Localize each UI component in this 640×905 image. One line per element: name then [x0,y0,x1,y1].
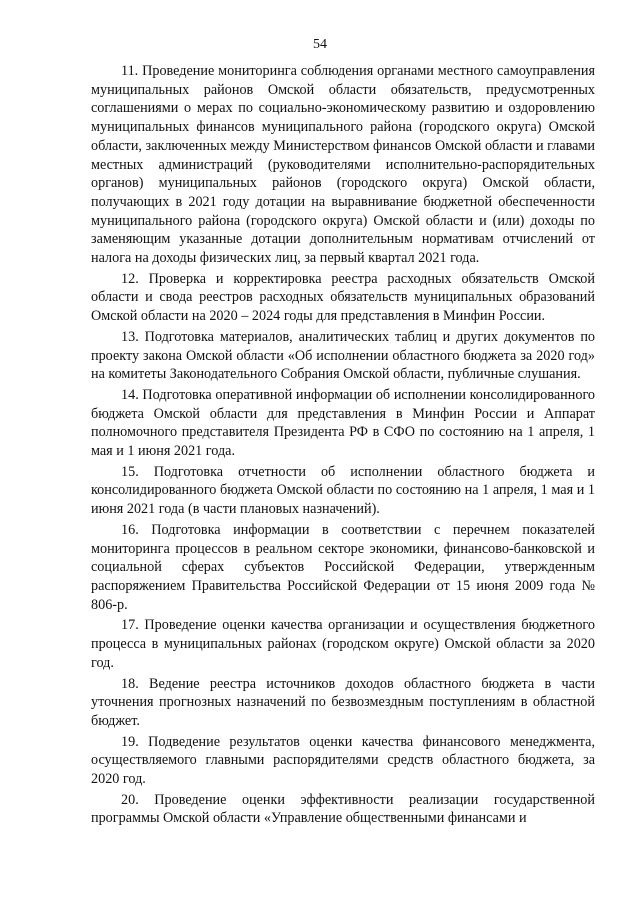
paragraph-item-17 [91,616,595,672]
item-number: 12. [121,270,139,287]
item-text: Проверка и корректировка реестра расходных обязательств Омской области и свода реестров расходных обязательств муниципальных образований Омской области на 2020 – 2024 годы для представления в Минфин России. [91,270,595,325]
document-body [91,62,595,830]
item-text: Проведение оценки качества организации и осуществления бюджетного процесса в муниципальных районах (городском округе) Омской области за 2020 год. [91,617,595,671]
paragraph-item-11 [91,62,595,268]
item-text: Проведение мониторинга соблюдения органами местного самоуправления муниципальных районов Омской области обязательств, предусмотренных соглашениями о мерах по социально-экономическому развитию и оздоровлению муниципальных финансов муниципального района (городского округа) Омской области, заключенных между Министерством финансов Омской области и главами местных администраций (руководителями исполнительно-распорядительных органов) муниципальных районов (городского округа) Омской области, получающих в 2021 году дотации на выравнивание бюджетной обеспеченности муниципального района (городского округа) Омской области и (или) доходы по заменяющим указанные дотации дополнительным нормативам отчислений от налога на доходы физических лиц, за первый квартал 2021 года. [91,63,596,267]
item-number: 16. [121,521,139,538]
paragraph-item-12 [91,270,595,326]
item-number: 14. [121,386,139,403]
paragraph-item-19 [91,733,595,789]
paragraph-item-16 [91,521,595,615]
paragraph-item-14 [91,386,595,461]
item-number: 19. [121,733,139,750]
paragraph-item-13 [91,328,595,384]
item-text: Подведение результатов оценки качества финансового менеджмента, осуществляемого главными распорядителями средств областного бюджета, за 2020 год. [91,733,596,788]
paragraph-item-18 [91,675,595,731]
item-number: 11. [121,63,139,79]
paragraph-item-15 [91,463,595,519]
page-number: 54 [313,37,327,52]
item-text: Подготовка материалов, аналитических таблиц и других документов по проекту закона Омской области «Об исполнении областного бюджета за 2020 год» на комитеты Законодательного Собрания Омской области, публичные слушания. [91,328,596,383]
item-text: Подготовка отчетности об исполнении областного бюджета и консолидированного бюджета Омской области по состоянию на 1 апреля, 1 мая и 1 июня 2021 года (в части плановых назначений). [91,463,596,518]
item-text: Подготовка оперативной информации об исполнении консолидированного бюджета Омской области для представления в Минфин России и Аппарат полномочного представителя Президента РФ в СФО по состоянию на 1 апреля, 1 мая и 1 июня 2021 года. [91,386,596,460]
item-text: Проведение оценки эффективности реализации государственной программы Омской области «Управление общественными финансами и [91,791,595,827]
paragraph-item-20 [91,791,595,828]
item-text: Ведение реестра источников доходов областного бюджета в части уточнения прогнозных назначений по безвозмездным поступлениям в областной бюджет. [91,675,596,729]
item-number: 13. [121,328,139,345]
item-number: 18. [121,675,139,692]
item-number: 20. [121,791,139,808]
item-text: Подготовка информации в соответствии с перечнем показателей мониторинга процессов в реальном секторе экономики, финансово-банковской и социальной сферах субъектов Российской Федерации, утвержденным распоряжением Правительства Российской Федерации от 15 июня 2009 года № 806-р. [91,521,595,613]
item-number: 15. [121,463,139,480]
item-number: 17. [121,617,139,634]
